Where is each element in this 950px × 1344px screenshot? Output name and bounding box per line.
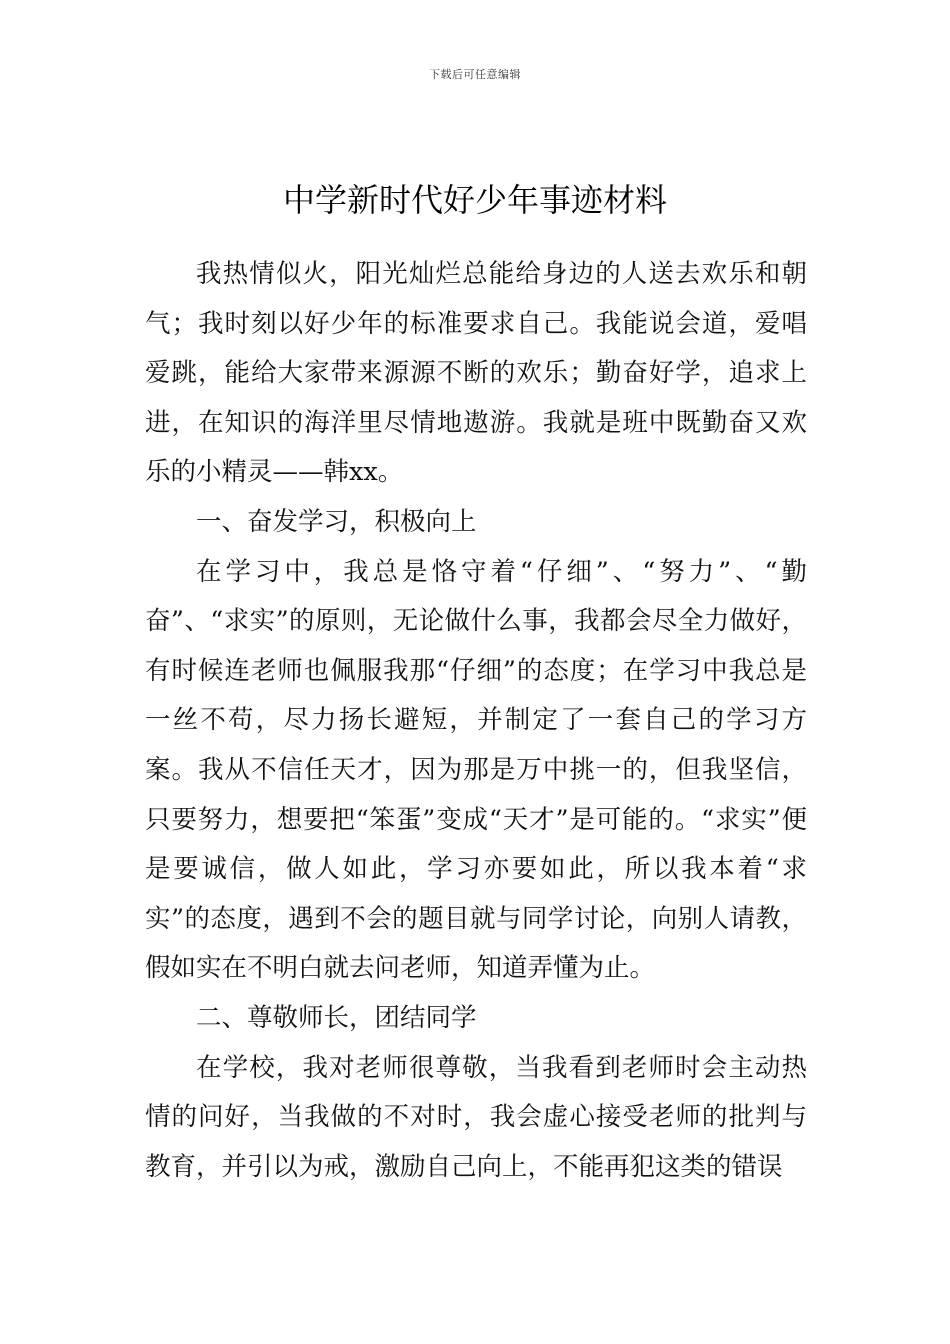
document-body bbox=[145, 250, 807, 1192]
section-heading-2: 二、尊敬师长，团结同学 bbox=[196, 1002, 477, 1033]
paragraph-intro: 我热情似火，阳光灿烂总能给身边的人送去欢乐和朝气；我时刻以好少年的标准要求自己。我能说会道，爱唱爱跳，能给大家带来源源不断的欢乐；勤奋好学，追求上进，在知识的海洋里尽情地遨游。我就是班中既勤奋又欢乐的小精灵——韩xx。 bbox=[145, 259, 807, 488]
header-note: 下载后可任意编辑 bbox=[429, 68, 521, 81]
section-heading-1: 一、奋发学习，积极向上 bbox=[196, 506, 477, 537]
paragraph-study: 在学习中，我总是恪守着“仔细”、“努力”、“勤奋”、“求实”的原则，无论做什么事，我都会尽全力做好，有时候连老师也佩服我那“仔细”的态度；在学习中我总是一丝不苟，尽力扬长避短，并制定了一套自己的学习方案。我从不信任天才，因为那是万中挑一的，但我坚信，只要努力，想要把“笨蛋”变成“天才”是可能的。“求实”便是要诚信，做人如此，学习亦要如此，所以我本着“求实”的态度，遇到不会的题目就与同学讨论，向别人请教，假如实在不明白就去问老师，知道弄懂为止。 bbox=[145, 556, 807, 984]
document-title: 中学新时代好少年事迹材料 bbox=[282, 181, 667, 219]
paragraph-respect: 在学校，我对老师很尊敬，当我看到老师时会主动热情的问好，当我做的不对时，我会虚心接受老师的批判与教育，并引以为戒，激励自己向上，不能再犯这类的错误 bbox=[145, 1052, 807, 1182]
